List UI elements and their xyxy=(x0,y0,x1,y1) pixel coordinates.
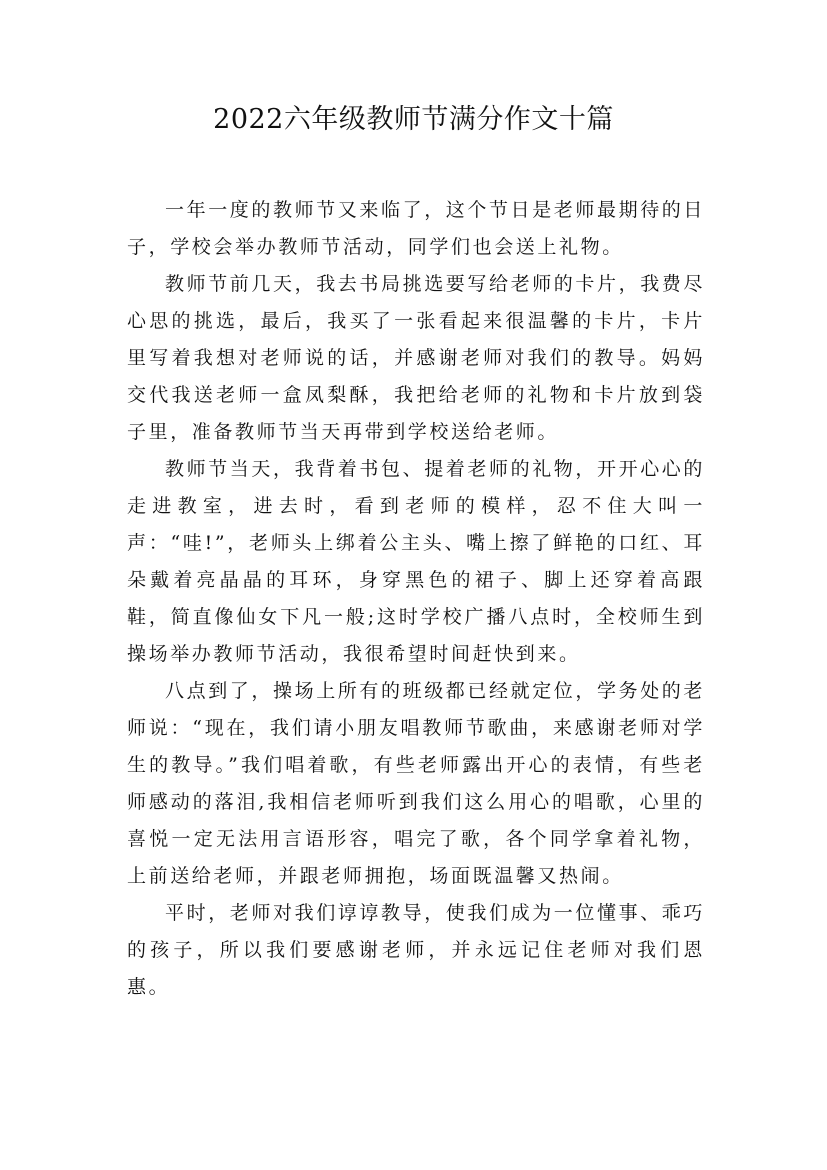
document-body xyxy=(127,192,705,1006)
paragraph-4: 八点到了，操场上所有的班级都已经就定位，学务处的老师说：“现在，我们请小朋友唱教师节歌曲，来感谢老师对学生的教导。”我们唱着歌，有些老师露出开心的表情，有些老师感动的落泪,我相信老师听到我们这么用心的唱歌，心里的喜悦一定无法用言语形容，唱完了歌，各个同学拿着礼物，上前送给老师，并跟老师拥抱，场面既温馨又热闹。 xyxy=(127,680,706,887)
paragraph-1: 一年一度的教师节又来临了，这个节日是老师最期待的日子，学校会举办教师节活动，同学们也会送上礼物。 xyxy=(127,199,706,258)
document-title: 2022六年级教师节满分作文十篇 xyxy=(213,104,614,135)
paragraph-5: 平时，老师对我们谆谆教导，使我们成为一位懂事、乖巧的孩子，所以我们要感谢老师，并永远记住老师对我们恩惠。 xyxy=(127,902,706,998)
paragraph-2: 教师节前几天，我去书局挑选要写给老师的卡片，我费尽心思的挑选，最后，我买了一张看起来很温馨的卡片，卡片里写着我想对老师说的话，并感谢老师对我们的教导。妈妈交代我送老师一盒凤梨酥，我把给老师的礼物和卡片放到袋子里，准备教师节当天再带到学校送给老师。 xyxy=(127,273,706,443)
paragraph-3: 教师节当天，我背着书包、提着老师的礼物，开开心心的走进教室，进去时，看到老师的模样，忍不住大叫一声：“哇!”，老师头上绑着公主头、嘴上擦了鲜艳的口红、耳朵戴着亮晶晶的耳环，身穿黑色的裙子、脚上还穿着高跟鞋，简直像仙女下凡一般;这时学校广播八点时，全校师生到操场举办教师节活动，我很希望时间赶快到来。 xyxy=(127,458,706,665)
